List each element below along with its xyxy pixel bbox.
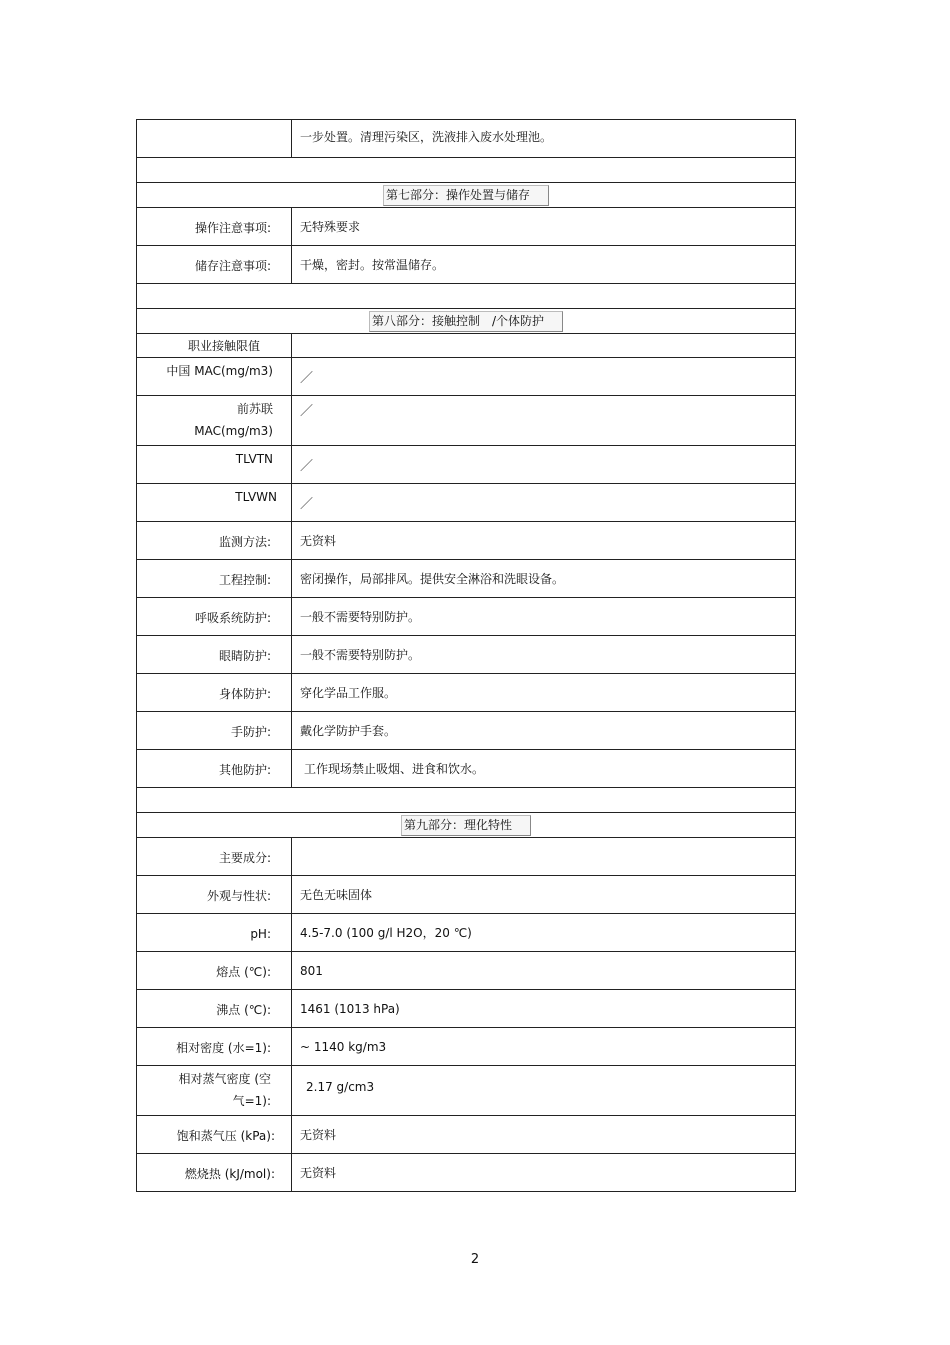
row-value: 干燥，密封。按常温储存。	[292, 246, 796, 284]
row-label: 操作注意事项:	[137, 208, 292, 246]
row-value: 2.17 g/cm3	[292, 1066, 796, 1116]
row-value: 一般不需要特别防护。	[292, 636, 796, 674]
page-number: 2	[470, 1252, 480, 1267]
section-7-header	[137, 183, 796, 208]
section-9-title: 第九部分：理化特性	[401, 815, 531, 836]
row-label: 沸点 (℃):	[137, 990, 292, 1028]
limit-value: ／	[292, 484, 796, 522]
row-value: 4.5-7.0 (100 g/l H2O，20 ℃)	[292, 914, 796, 952]
row-value: 无资料	[292, 522, 796, 560]
row-label-vapor-density: 相对蒸气密度 (空 气=1):	[137, 1066, 292, 1116]
row-value: 无色无味固体	[292, 876, 796, 914]
row-label: 相对密度 (水=1):	[137, 1028, 292, 1066]
spacer-row	[137, 284, 796, 309]
exposure-limits-header-value	[292, 334, 796, 358]
msds-table	[136, 119, 796, 1192]
row-label: 监测方法:	[137, 522, 292, 560]
spacer-row	[137, 158, 796, 183]
limit-value: ／	[292, 446, 796, 484]
row-label: 手防护:	[137, 712, 292, 750]
row-label: 主要成分:	[137, 838, 292, 876]
row-label: 身体防护:	[137, 674, 292, 712]
section-8-header	[137, 309, 796, 334]
row-value: 密闭操作，局部排风。提供安全淋浴和洗眼设备。	[292, 560, 796, 598]
row-value: 无资料	[292, 1154, 796, 1192]
row-label: 燃烧热 (kJ/mol):	[137, 1154, 292, 1192]
limit-value: ／	[292, 396, 796, 446]
msds-table-container	[136, 119, 796, 1192]
exposure-limits-header: 职业接触限值	[137, 334, 292, 358]
row-value: 工作现场禁止吸烟、进食和饮水。	[292, 750, 796, 788]
limit-label-tlvwn: TLVWN	[137, 484, 292, 522]
limit-label-china-mac: 中国 MAC(mg/m3)	[137, 358, 292, 396]
empty-label-cell	[137, 120, 292, 158]
row-label: 饱和蒸气压 (kPa):	[137, 1116, 292, 1154]
row-label: 其他防护:	[137, 750, 292, 788]
row-label: 眼睛防护:	[137, 636, 292, 674]
row-value: 无资料	[292, 1116, 796, 1154]
limit-value: ／	[292, 358, 796, 396]
row-value: 戴化学防护手套。	[292, 712, 796, 750]
section-7-title: 第七部分：操作处置与储存	[383, 185, 549, 206]
section-8-title: 第八部分：接触控制 /个体防护	[369, 311, 563, 332]
limit-label-ussr-mac: 前苏联 MAC(mg/m3)	[137, 396, 292, 446]
row-value: 801	[292, 952, 796, 990]
limit-label-tlvtn: TLVTN	[137, 446, 292, 484]
row-label: 呼吸系统防护:	[137, 598, 292, 636]
row-value: 一般不需要特别防护。	[292, 598, 796, 636]
row-value: 1461 (1013 hPa)	[292, 990, 796, 1028]
row-label: pH:	[137, 914, 292, 952]
row-label: 储存注意事项:	[137, 246, 292, 284]
row-value: 无特殊要求	[292, 208, 796, 246]
row-label: 熔点 (℃):	[137, 952, 292, 990]
row-value	[292, 838, 796, 876]
row-value: ~ 1140 kg/m3	[292, 1028, 796, 1066]
section-9-header	[137, 813, 796, 838]
row-label: 工程控制:	[137, 560, 292, 598]
spacer-row	[137, 788, 796, 813]
row-value: 穿化学品工作服。	[292, 674, 796, 712]
continuation-text: 一步处置。清理污染区，洗液排入废水处理池。	[292, 120, 796, 158]
row-label: 外观与性状:	[137, 876, 292, 914]
